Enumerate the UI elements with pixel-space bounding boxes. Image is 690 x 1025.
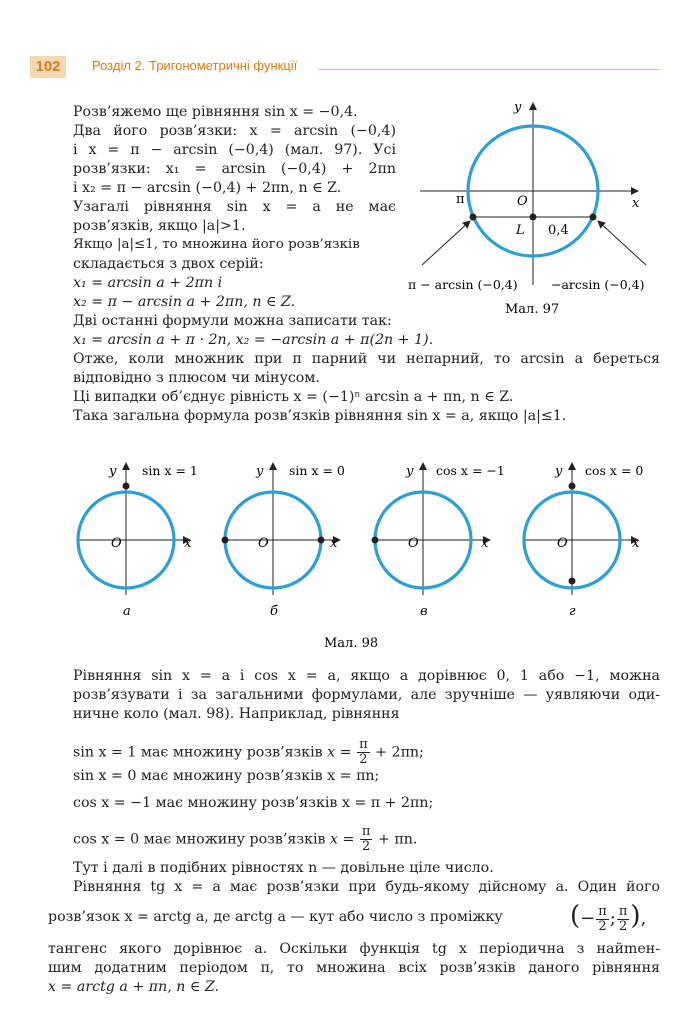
equation-cos-0 — [73, 825, 417, 854]
fraction-numerator: π — [598, 903, 607, 919]
equation-sin-0: sin x = 0 має множину розв’язків x = πn; — [73, 768, 380, 784]
equation-sin-1 — [73, 738, 424, 767]
fraction — [617, 905, 630, 934]
figure-97-caption: Мал. 97 — [505, 302, 560, 317]
panel-letter: в — [420, 604, 428, 619]
right-arrow-label: −arcsin (−0,4) — [551, 277, 645, 292]
equation-lhs: x = — [329, 831, 355, 848]
origin-label: O — [111, 536, 122, 551]
header-rule — [318, 69, 660, 70]
text-line: x = arctg a + πn, n ∈ Z. — [48, 979, 220, 995]
left-arrow-label: π − arcsin (−0,4) — [408, 277, 518, 292]
x-axis-label: x — [330, 536, 338, 551]
text-line: Узагалі рівняння sin x = a не має — [73, 199, 396, 215]
interval-expression: (− $\frac{\pi}{2}$ ; $\frac{\pi}{2}$ ), — [570, 901, 647, 934]
panel-letter: а — [123, 604, 131, 619]
y-axis-label: y — [406, 464, 414, 479]
point-l — [530, 214, 537, 221]
origin-label: O — [408, 536, 419, 551]
text-line: шим додатним періодом π, то множина всіх розв’язків даного рівняння — [48, 960, 660, 976]
value-label: 0,4 — [548, 223, 569, 238]
panel-equation: sin x = 1 — [142, 463, 198, 478]
text-line: Якщо |a|≤1, то множина його розв’язків — [73, 237, 360, 252]
text-line: розв’язки: x₁ = arcsin (−0,4) + 2πn — [73, 161, 396, 177]
x-axis-label: x — [481, 536, 489, 551]
fraction-numerator: π — [618, 903, 628, 919]
text-line: розв’язків, якщо |a|>1. — [73, 218, 246, 234]
figure-97 — [400, 95, 670, 320]
solution-point-left — [470, 214, 477, 221]
y-axis-label: y — [514, 100, 522, 115]
equation-lhs: x = — [327, 744, 352, 761]
fraction-denominator: 2 — [359, 752, 368, 767]
panel-a — [78, 463, 198, 619]
page-number: 102 — [30, 56, 66, 78]
text-line: ничне коло (мал. 98). Наприклад, рівняння — [73, 706, 400, 722]
section-title: Розділ 2. Тригонометричні функції — [92, 58, 298, 73]
y-axis-label: y — [109, 464, 117, 479]
equation-text: cos x = 0 має множину розв’язків — [73, 831, 326, 848]
text-line: x₁ = arcsin a + π · 2n, x₂ = −arcsin a + π(2n + 1). — [73, 332, 434, 348]
figure-98 — [60, 455, 680, 655]
text-line: і x = π − arcsin (−0,4) (мал. 97). Усі — [73, 142, 396, 158]
equation-cos-minus-1: cos x = −1 має множину розв’язків x = π + 2πn; — [73, 795, 434, 811]
x-axis-label: x — [632, 536, 640, 551]
text-line: Отже, коли множник при π парний чи непарний, то arcsin a береться — [73, 351, 660, 367]
text-line: складається з двох серій: — [73, 256, 264, 272]
fraction-denominator: 2 — [362, 839, 371, 854]
panel-letter: б — [270, 604, 278, 619]
x-axis-label: x — [184, 536, 192, 551]
left-pointer-arrow — [422, 221, 470, 265]
page-header — [0, 52, 690, 80]
text-line: Тут і далі в подібних рівностях n — довільне ціле число. — [73, 860, 494, 876]
text-line: Рівняння sin x = a і cos x = a, якщо a дорівнює 0, 1 або −1, можна — [73, 668, 660, 684]
fraction — [596, 905, 609, 934]
solution-point — [318, 537, 325, 544]
panel-equation: cos x = −1 — [436, 463, 505, 478]
solution-point — [569, 578, 576, 585]
origin-label: O — [517, 194, 528, 209]
solution-point — [372, 537, 379, 544]
fraction-numerator: π — [359, 737, 368, 752]
text-line: тангенс якого дорівнює a. Оскільки функція tg x періодична з найmен- — [48, 941, 660, 957]
solution-point-right — [590, 214, 597, 221]
l-label: L — [516, 223, 525, 238]
text-line: Рівняння tg x = a має розв’язки при будь-якому дійсному a. Один його — [73, 879, 660, 895]
right-pointer-arrow — [598, 221, 646, 265]
text-line: Розв’яжемо ще рівняння sin x = −0,4. — [73, 104, 358, 120]
text-line: Така загальна формула розв’язків рівняння sin x = a, якщо |a|≤1. — [73, 408, 567, 424]
panel-d — [524, 463, 643, 619]
text-line: розв’язувати і за загальними формулами, але зручніше — уявляючи оди- — [73, 687, 660, 703]
solution-point — [569, 483, 576, 490]
fraction-denominator: 2 — [619, 918, 628, 934]
panel-b — [222, 463, 345, 619]
text-line: Ці випадки об’єднує рівність x = (−1)ⁿ arcsin a + πn, n ∈ Z. — [73, 389, 514, 405]
text-line: Дві останні формули можна записати так: — [73, 313, 392, 329]
text-line: x₂ = π − arcsin a + 2πn, n ∈ Z. — [73, 294, 296, 310]
y-axis-label: y — [256, 464, 264, 479]
text-line: Два його розв’язки: x = arcsin (−0,4) — [73, 123, 396, 139]
origin-label: O — [258, 536, 269, 551]
x-axis-label: x — [632, 196, 640, 211]
pi-label: π — [456, 192, 465, 207]
panel-c — [372, 463, 505, 619]
fraction-numerator: π — [361, 824, 371, 839]
figure-98-caption: Мал. 98 — [324, 636, 379, 651]
panel-equation: sin x = 0 — [289, 463, 345, 478]
text-line: x₁ = arcsin a + 2πn і — [73, 275, 223, 291]
equation-tail: + 2πn; — [375, 744, 424, 761]
origin-label: O — [557, 536, 568, 551]
text-line: розв’язок x = arctg a, де arctg a — кут або число з проміжку — [48, 909, 503, 925]
equation-tail: + πn. — [377, 831, 418, 848]
fraction-denominator: 2 — [598, 918, 607, 934]
y-axis-label: y — [555, 464, 563, 479]
fraction — [360, 825, 373, 854]
solution-point — [222, 537, 229, 544]
text-line: і x₂ = π − arcsin (−0,4) + 2πn, n ∈ Z. — [73, 180, 342, 196]
solution-point — [123, 483, 130, 490]
panel-equation: cos x = 0 — [585, 463, 644, 478]
panel-letter: г — [569, 604, 576, 619]
text-line: відповідно з плюсом чи мінусом. — [73, 370, 320, 386]
fraction — [357, 738, 370, 767]
equation-text: sin x = 1 має множину розв’язків — [73, 744, 323, 761]
